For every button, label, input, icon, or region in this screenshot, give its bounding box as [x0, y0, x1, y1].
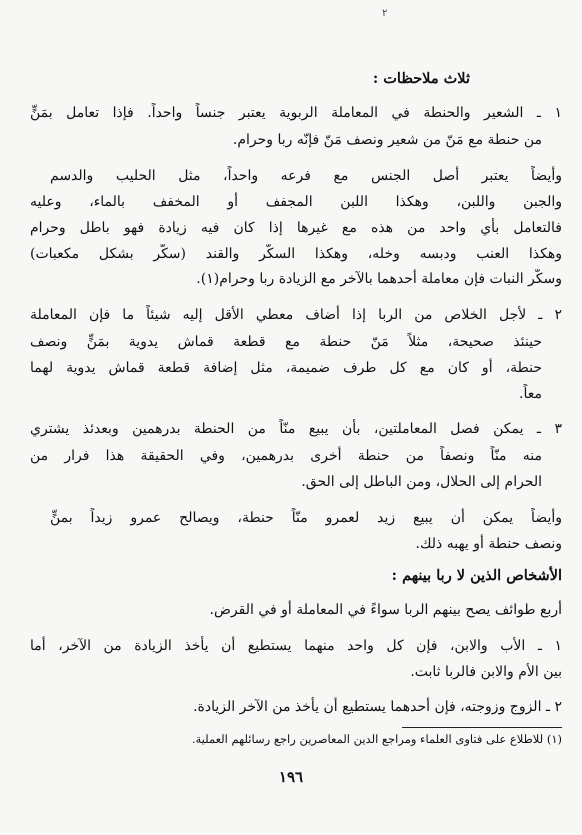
paragraph-4-line-3: الحرام إلى الحلال، ومن الباطل إلى الحق. — [301, 474, 542, 490]
page-title: ثلاث ملاحظات : — [372, 70, 470, 87]
paragraph-2-line-3: فالتعامل بأي واحد من هذه مع غيرها إذا كان فيه زيادة فهو باطل وحرام — [30, 220, 562, 236]
book-page — [20, 0, 562, 835]
section-title: الأشخاص الذين لا ربا بينهم : — [391, 567, 562, 584]
paragraph-4-line-2: منه منّاً ونصفاً من حنطة أخرى بدرهمين، وفي الحقيقة هذا فرار من — [30, 448, 542, 464]
section-paragraph-2-line-2: بين الأم والابن فالربا ثابت. — [410, 664, 562, 680]
section-paragraph-1-line-1: أربع طوائف يصح بينهم الربا سواءً في المعاملة أو في القرض. — [209, 602, 562, 618]
paragraph-5-line-2: ونصف حنطة أو يهبه ذلك. — [415, 536, 562, 552]
paragraph-3-line-4: معاً. — [519, 386, 542, 402]
corner-mark: ٢ — [382, 8, 388, 19]
paragraph-2-line-4: وهكذا العنب ودبسه وخله، وهكذا السكّر والقند (سكّر بشكل مكعبات) — [30, 246, 562, 262]
paragraph-3-line-1: ٢ ـ لأجل الخلاص من الربا إذا أضاف معطي الأقل إليه شيئاً ما فإن المعاملة — [30, 307, 562, 323]
section-paragraph-2-line-1: ١ ـ الأب والابن، فإن كل واحد منهما يستطيع أن يأخذ الزيادة من الآخر، أما — [30, 638, 562, 654]
paragraph-4-line-1: ٣ ـ يمكن فصل المعاملتين، بأن يبيع منّاً من الحنطة بدرهمين وبعدئذ يشتري — [30, 421, 562, 437]
paragraph-1-line-2: من حنطة مع مَنّ من شعير ونصف مَنّ فإنّه ربا وحرام. — [232, 132, 542, 148]
paragraph-1-line-1: ١ ـ الشعير والحنطة في المعاملة الربوية يعتبر جنساً واحداً. فإذا تعامل بمَنٍّ — [30, 105, 562, 121]
paragraph-3-line-3: حنطة، أو كان مع كل طرف ضميمة، مثل إضافة قطعة قماش يدوية لهما — [30, 360, 542, 376]
footnote: (١) للاطلاع على فتاوى العلماء ومراجع الدين المعاصرين راجع رسائلهم العملية. — [191, 732, 562, 746]
footnote-divider — [402, 727, 562, 728]
paragraph-3-line-2: حينئذ صحيحة، مثلاً مَنّ حنطة مع قطعة قماش يدوية بمَنٍّ ونصف — [30, 334, 542, 350]
paragraph-5-line-1: وأيضاً يمكن أن يبيع زيد لعمرو منّاً حنطة، ويصالح عمرو زيداً بمنٍّ — [50, 510, 562, 526]
page-number: ١٩٦ — [278, 768, 304, 786]
paragraph-2-line-5: وسكّر النبات فإن معاملة أحدهما بالآخر مع الزيادة ربا وحرام(١). — [196, 271, 562, 287]
paragraph-2-line-2: والجبن واللبن، وهكذا اللبن المجفف أو المخفف بالماء، وعليه — [30, 194, 562, 210]
paragraph-2-line-1: وأيضاً يعتبر أصل الجنس مع فرعه واحداً، مثل الحليب والدسم — [50, 168, 562, 184]
section-paragraph-3-line-1: ٢ ـ الزوج وزوجته، فإن أحدهما يستطيع أن يأخذ من الآخر الزيادة. — [193, 699, 562, 715]
